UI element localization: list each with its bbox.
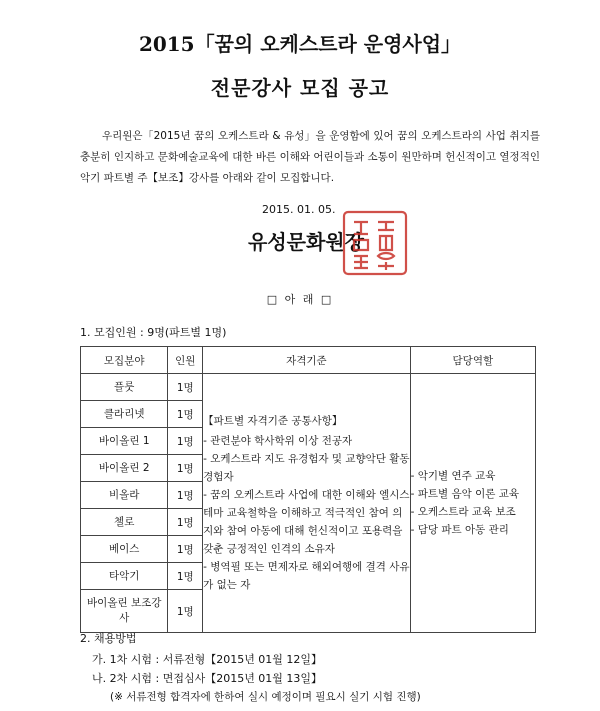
part-cell xyxy=(81,428,168,455)
part-cell xyxy=(81,374,168,401)
part-cell xyxy=(81,509,168,536)
part-name: 플룻 xyxy=(114,380,135,393)
part-cell xyxy=(81,482,168,509)
part-name: 바이올린 2 xyxy=(98,461,150,474)
header-part: 모집분야 xyxy=(81,347,168,374)
title-line-2: 전문강사 모집 공고 xyxy=(210,76,390,100)
part-cell xyxy=(81,590,168,633)
role-cell xyxy=(410,374,535,633)
header-role: 담당역할 xyxy=(410,347,535,374)
qualification-cell xyxy=(203,374,410,633)
part-name: 바이올린 1 xyxy=(98,434,150,447)
part-name: 클라리넷 xyxy=(103,407,145,420)
hiring-step-1: 가. 1차 시험 : 서류전형【2015년 01월 12일】 xyxy=(92,653,323,666)
count-cell: 1명 xyxy=(168,563,203,590)
qualification-title: 【파트별 자격기준 공통사항】 xyxy=(203,415,343,427)
header-qualification: 자격기준 xyxy=(203,347,410,374)
qualification-item: - 병역필 또는 면제자로 해외여행에 결격 사유가 없는 자 xyxy=(203,561,410,591)
count-cell: 1명 xyxy=(168,374,203,401)
count-cell: 1명 xyxy=(168,509,203,536)
role-item: - 담당 파트 아동 관리 xyxy=(410,524,509,536)
announcement-date: 2015. 01. 05. xyxy=(262,203,336,216)
hiring-note: (※ 서류전형 합격자에 한하여 실시 예정이며 필요시 실기 시험 진행) xyxy=(110,691,421,703)
part-cell xyxy=(81,455,168,482)
part-cell xyxy=(81,536,168,563)
count-cell: 1명 xyxy=(168,590,203,633)
table-header-row xyxy=(81,347,536,374)
part-name: 타악기 xyxy=(108,569,140,582)
below-label: □ 아 래 □ xyxy=(266,293,334,306)
qualification-item: - 꿈의 오케스트라 사업에 대한 이해와 엘시스테마 교육철학을 이해하고 적극적인 참여 의지와 참여 아동에 대해 헌신적이고 포용력을 갖춘 긍정적인 인격의 소유자 xyxy=(203,489,410,555)
part-cell xyxy=(81,401,168,428)
section-1-heading: 1. 모집인원 : 9명(파트별 1명) xyxy=(80,326,227,339)
count-cell: 1명 xyxy=(168,455,203,482)
title-line-1: 2015「꿈의 오케스트라 운영사업」 xyxy=(138,32,462,56)
role-item: - 파트별 음악 이론 교육 xyxy=(410,488,520,500)
hiring-step-2: 나. 2차 시험 : 면접심사【2015년 01월 13일】 xyxy=(92,672,323,685)
role-item: - 악기별 연주 교육 xyxy=(410,470,496,482)
table-row xyxy=(81,374,536,401)
part-name: 비올라 xyxy=(108,488,140,501)
part-name: 베이스 xyxy=(108,542,140,555)
part-cell xyxy=(81,563,168,590)
qualification-item: - 관련분야 학사학위 이상 전공자 xyxy=(203,435,353,447)
role-item: - 오케스트라 교육 보조 xyxy=(410,506,516,518)
recruitment-table xyxy=(80,346,536,633)
part-name: 바이올린 보조강사 xyxy=(87,597,162,624)
count-cell: 1명 xyxy=(168,401,203,428)
part-name: 첼로 xyxy=(114,515,135,528)
intro-text: 우리원은「2015년 꿈의 오케스트라 & 유성」을 운영함에 있어 꿈의 오케스트라의 사업 취지를 충분히 인지하고 문화예술교육에 대한 바른 이해와 어린이들과 소통이 원만하며 헌신적이고 열정적인 악기 파트별 주【보조】강사를 아래와 같이 모집합니다. xyxy=(80,130,540,184)
official-seal-icon xyxy=(340,208,410,278)
count-cell: 1명 xyxy=(168,536,203,563)
issuer-name: 유성문화원장 xyxy=(248,230,364,254)
section-2-heading: 2. 채용방법 xyxy=(80,632,137,645)
intro-paragraph xyxy=(80,126,540,189)
qualification-item: - 오케스트라 지도 유경험자 및 교향악단 활동 경험자 xyxy=(203,453,410,483)
count-cell: 1명 xyxy=(168,482,203,509)
count-cell: 1명 xyxy=(168,428,203,455)
header-count: 인원 xyxy=(168,347,203,374)
